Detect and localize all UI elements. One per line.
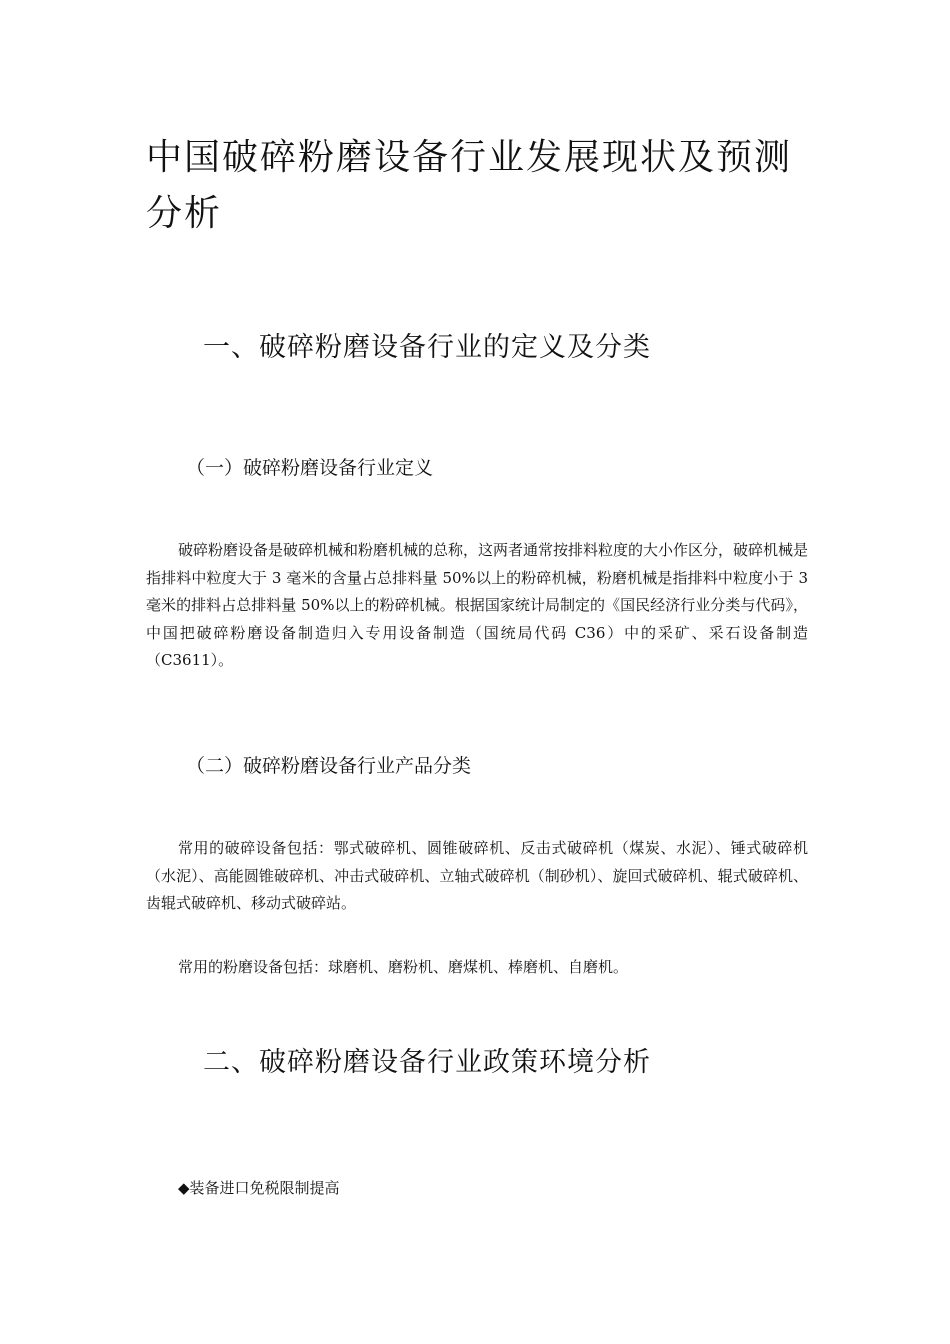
section-1-heading: 一、破碎粉磨设备行业的定义及分类 [203, 332, 651, 363]
subsection-2-heading: （二）破碎粉磨设备行业产品分类 [186, 755, 472, 777]
crushing-equipment-paragraph: 常用的破碎设备包括：鄂式破碎机、圆锥破碎机、反击式破碎机（煤炭、水泥）、锤式破碎机（水泥）、高能圆锥破碎机、冲击式破碎机、立轴式破碎机（制砂机）、旋回式破碎机、辊式破碎机、齿辊式破碎机、移动式破碎站。 [146, 839, 808, 912]
document-title: 中国破碎粉磨设备行业发展现状及预测分析 [146, 137, 793, 234]
definition-paragraph: 破碎粉磨设备是破碎机械和粉磨机械的总称，这两者通常按排料粒度的大小作区分，破碎机械是指排料中粒度大于 3 毫米的含量占总排料量 50%以上的粉碎机械，粉磨机械是指排料中粒度小于 3 毫米的排料占总排料量 50%以上的粉碎机械。根据国家统计局制定的《国民经济行业分类与代码》，中国把破碎粉磨设备制造归入专用设备制造（国统局代码 C36）中的采矿、采石设备制造（C3611）。 [146, 541, 809, 669]
subsection-1-heading: （一）破碎粉磨设备行业定义 [186, 457, 434, 479]
grinding-equipment-paragraph: 常用的粉磨设备包括：球磨机、磨粉机、磨煤机、棒磨机、自磨机。 [178, 958, 629, 976]
section-2-heading: 二、破碎粉磨设备行业政策环境分析 [203, 1047, 651, 1078]
policy-bullet-item: ◆装备进口免税限制提高 [178, 1179, 340, 1197]
